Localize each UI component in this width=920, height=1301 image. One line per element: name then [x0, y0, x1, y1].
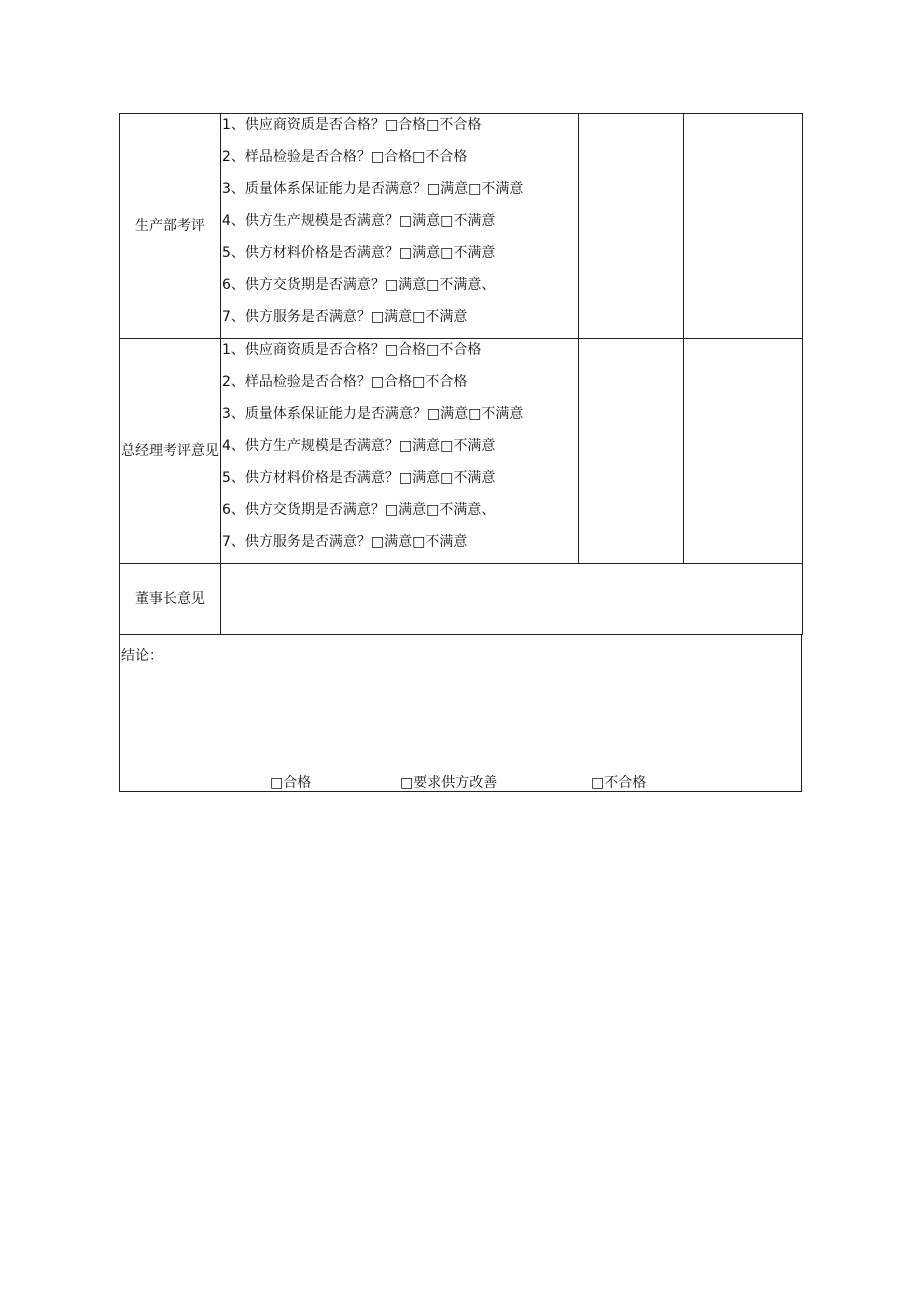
list-item: 3、质量体系保证能力是否满意？□满意□不满意: [222, 406, 524, 422]
production-evaluation-items: [221, 114, 579, 339]
list-item: 7、供方服务是否满意？□满意□不满意: [222, 309, 468, 325]
director-opinion-field[interactable]: [221, 564, 803, 635]
director-opinion-label: 董事长意见: [120, 564, 221, 635]
list-item: 7、供方服务是否满意？□满意□不满意: [222, 534, 468, 550]
list-item: 3、质量体系保证能力是否满意？□满意□不满意: [222, 181, 524, 197]
conclusion-title: 结论：: [121, 648, 163, 664]
list-item: 1、供应商资质是否合格？□合格□不合格: [222, 342, 482, 358]
production-evaluation-label: 生产部考评: [120, 114, 221, 339]
evaluation-table: [119, 113, 803, 635]
list-item: 2、样品检验是否合格？□合格□不合格: [222, 149, 468, 165]
supplier-evaluation-form: [119, 113, 802, 792]
list-item: 1、供应商资质是否合格？□合格□不合格: [222, 117, 482, 133]
production-evaluation-row: [120, 114, 803, 339]
director-opinion-row: [120, 564, 803, 635]
list-item: 6、供方交货期是否满意？□满意□不满意、: [222, 502, 496, 518]
manager-signature-cell[interactable]: [579, 339, 684, 564]
list-item: 5、供方材料价格是否满意？□满意□不满意: [222, 470, 496, 486]
list-item: 2、样品检验是否合格？□合格□不合格: [222, 374, 468, 390]
conclusion-box: [119, 635, 802, 792]
production-date-cell[interactable]: [684, 114, 803, 339]
option-pass[interactable]: □合格: [270, 775, 312, 791]
list-item: 6、供方交货期是否满意？□满意□不满意、: [222, 277, 496, 293]
list-item: 4、供方生产规模是否满意？□满意□不满意: [222, 213, 496, 229]
manager-evaluation-row: [120, 339, 803, 564]
option-fail[interactable]: □不合格: [591, 775, 647, 791]
list-item: 4、供方生产规模是否满意？□满意□不满意: [222, 438, 496, 454]
manager-date-cell[interactable]: [684, 339, 803, 564]
manager-evaluation-items: [221, 339, 579, 564]
manager-evaluation-label: 总经理考评意见: [120, 339, 221, 564]
option-improve[interactable]: □要求供方改善: [400, 775, 498, 791]
list-item: 5、供方材料价格是否满意？□满意□不满意: [222, 245, 496, 261]
production-signature-cell[interactable]: [579, 114, 684, 339]
